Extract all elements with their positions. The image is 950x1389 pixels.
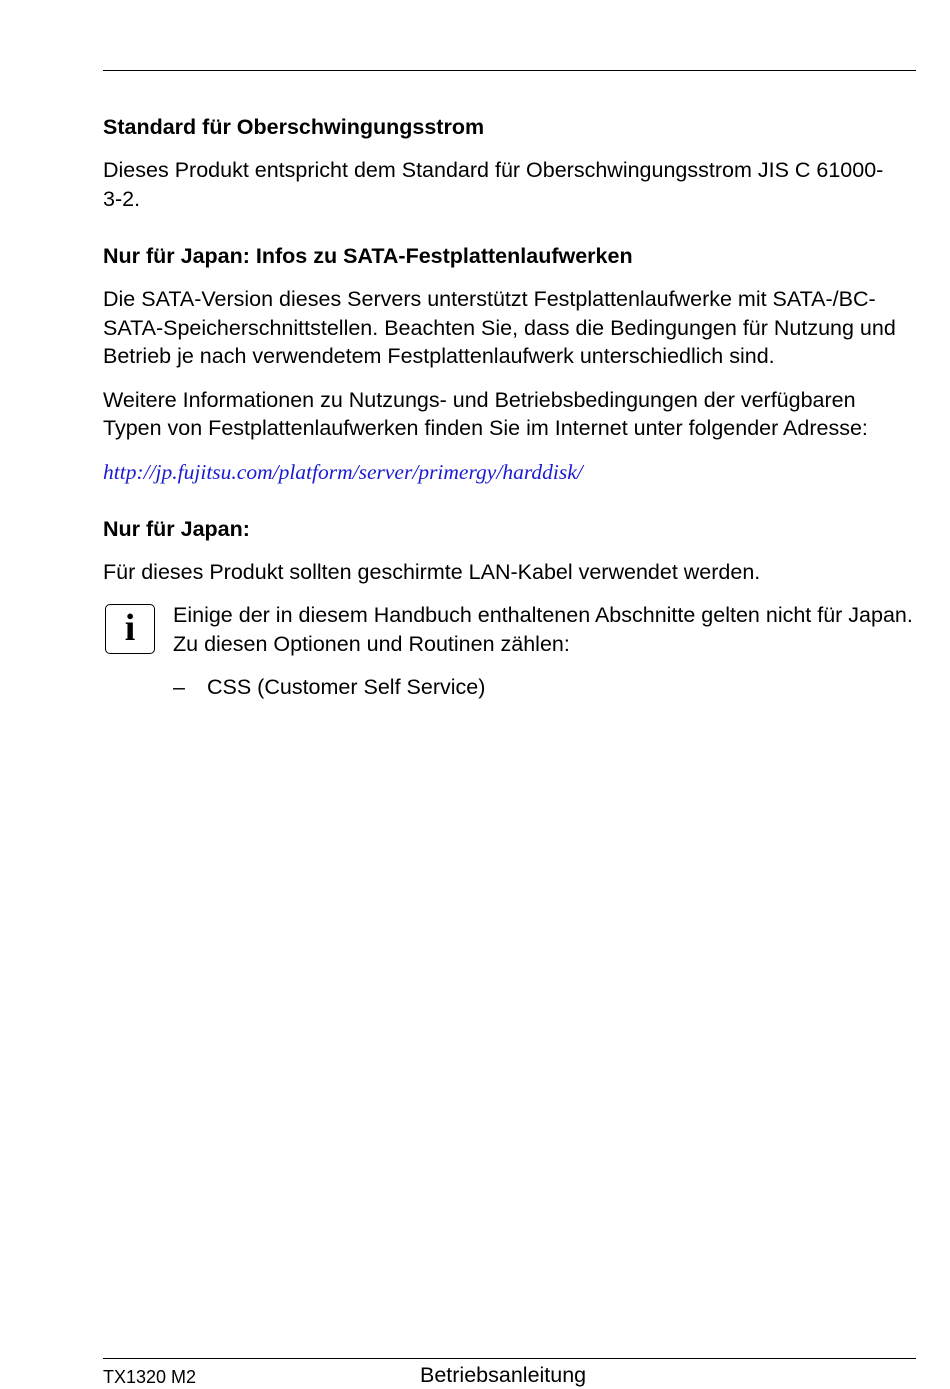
section-heading: Standard für Oberschwingungsstrom (103, 115, 485, 139)
paragraph: Weitere Informationen zu Nutzungs- und Betriebsbedingungen der verfügbaren Typen von Festplattenlaufwerken finden Sie im Internet unter folgender Adresse: (103, 387, 868, 440)
section-heading: Nur für Japan: (103, 516, 250, 541)
header-rule (103, 70, 916, 71)
note-text: Einige der in diesem Handbuch enthaltenen Abschnitte gelten nicht für Japan. Zu diesen Optionen und Routinen zählen: (173, 603, 913, 656)
info-icon: i (105, 604, 155, 654)
list-item-text: CSS (Customer Self Service) (207, 675, 486, 699)
paragraph: Für dieses Produkt sollten geschirmte LAN-Kabel verwendet werden. (103, 559, 761, 584)
footer-rule (103, 1358, 916, 1359)
footer-title: Betriebsanleitung (420, 1363, 587, 1387)
paragraph: Die SATA-Version dieses Servers unterstützt Festplattenlaufwerke mit SATA-/BC-SATA-Speicherschnittstellen. Beachten Sie, dass die Bedingungen für Nutzung und Betrieb je nach verwendetem Festplattenlaufwerk unterschiedlich sind. (103, 287, 896, 368)
footer-model: TX1320 M2 (103, 1367, 197, 1387)
info-note (103, 601, 916, 702)
page-content (103, 112, 916, 702)
list-dash: – (173, 675, 185, 699)
paragraph: Dieses Produkt entspricht dem Standard für Oberschwingungsstrom JIS C 61000-3-2. (103, 158, 884, 211)
list-item (173, 673, 916, 702)
harddisk-info-link[interactable]: http://jp.fujitsu.com/platform/server/primergy/harddisk/ (103, 459, 583, 484)
section-heading: Nur für Japan: Infos zu SATA-Festplattenlaufwerken (103, 244, 633, 268)
